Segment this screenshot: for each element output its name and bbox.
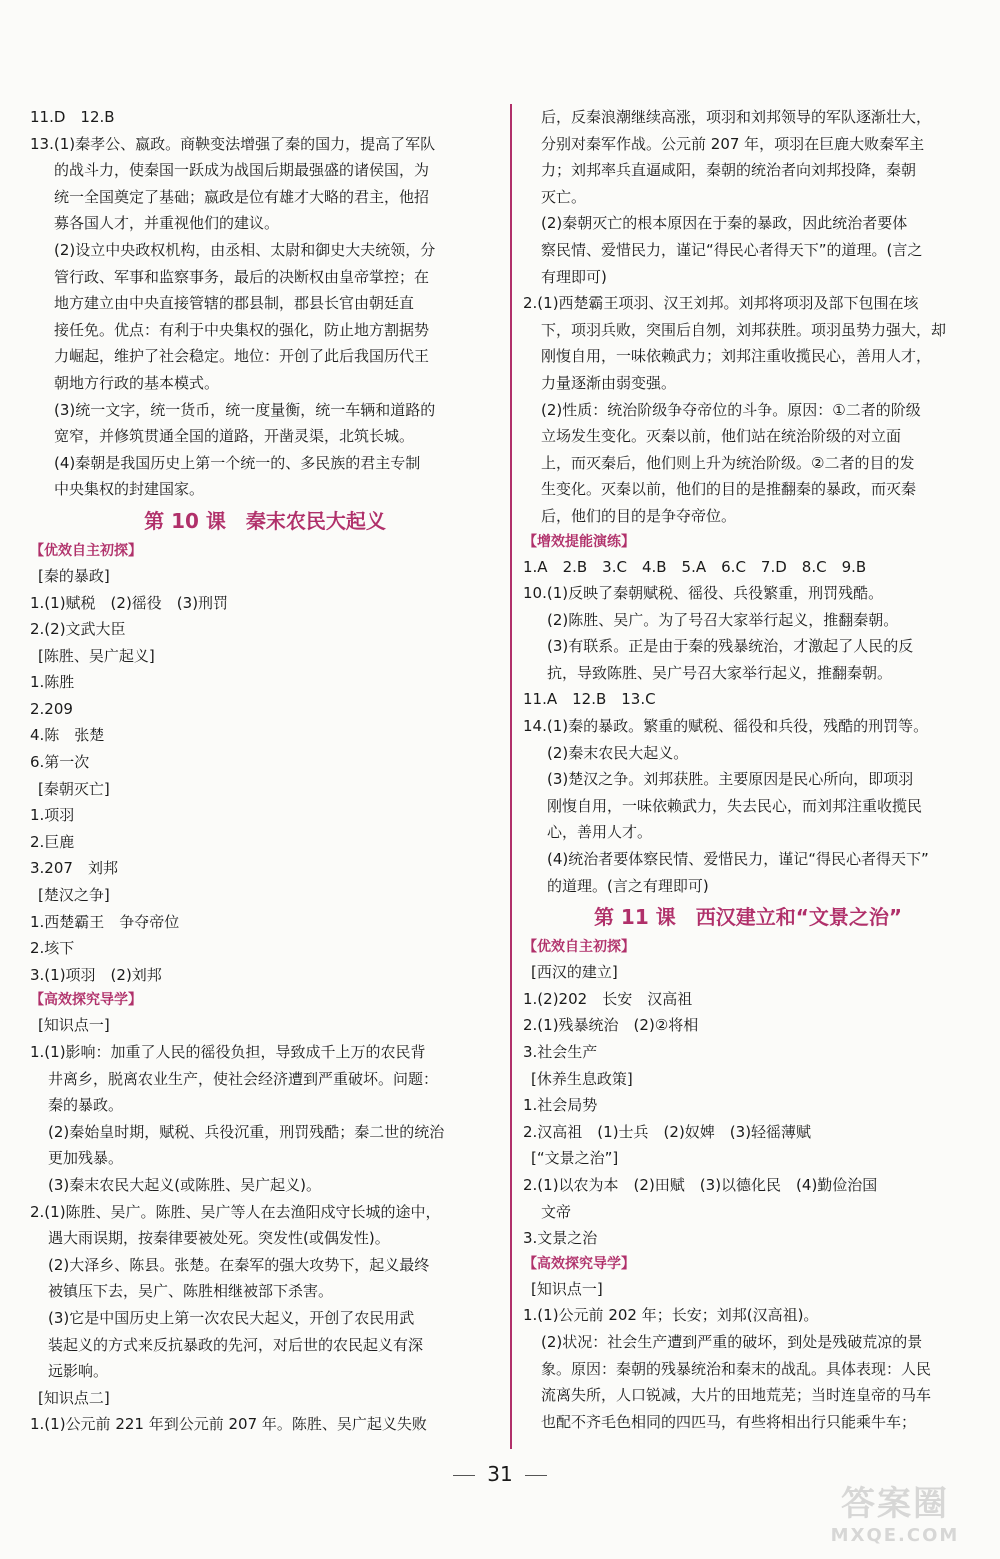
subsection-label: [秦的暴政] [38, 566, 110, 585]
answer-continuation: (3)统一文字，统一货币，统一度量衡，统一车辆和道路的 [54, 400, 436, 419]
answer-continuation: 下，项羽兵败，突围后自刎，刘邦获胜。项羽虽势力强大，却 [541, 320, 947, 339]
answer-continuation: (2)秦朝灭亡的根本原因在于秦的暴政，因此统治者要体 [541, 214, 908, 233]
answer-continuation: (3)它是中国历史上第一次农民大起义，开创了农民用武 [48, 1308, 415, 1327]
answer-line: 10.(1)反映了秦朝赋税、徭役、兵役繁重，刑罚残酷。 [523, 584, 884, 603]
answer-continuation: (2)秦末农民大起义。 [547, 743, 689, 762]
answer-continuation: 力崛起，维护了社会稳定。地位：开创了此后我国历代王 [54, 347, 430, 366]
section-heading: 【优效自主初探】 [523, 939, 635, 956]
answer-line: 1.(1)公元前 202 年；长安；刘邦(汉高祖)。 [523, 1306, 819, 1325]
answer-continuation: (2)性质：统治阶级争夺帝位的斗争。原因：①二者的阶级 [541, 400, 921, 419]
answer-continuation: 生变化。灭秦以前，他们的目的是推翻秦的暴政，而灭秦 [541, 480, 917, 499]
answer-continuation: 刚愎自用，一味依赖武力；刘邦注重收揽民心，善用人才， [541, 347, 932, 366]
answer-continuation: (2)陈胜、吴广。为了号召大家举行起义，推翻秦朝。 [547, 610, 899, 629]
answer-line: 2.(1)残暴统治 (2)②将相 [523, 1016, 699, 1035]
answer-continuation: 接任免。优点：有利于中央集权的强化，防止地方割据势 [54, 320, 430, 339]
answer-line: 13.(1)秦孝公、嬴政。商鞅变法增强了秦的国力，提高了军队 [30, 134, 436, 153]
answer-continuation: 后，他们的目的是争夺帝位。 [541, 506, 737, 525]
answer-continuation: (2)秦始皇时期，赋税、兵役沉重，刑罚残酷；秦二世的统治 [48, 1122, 445, 1141]
answer-line: 14.(1)秦的暴政。繁重的赋税、徭役和兵役，残酷的刑罚等。 [523, 717, 929, 736]
answer-line: 4.陈 张楚 [30, 726, 105, 745]
section-heading: 【高效探究导学】 [30, 992, 142, 1009]
page-number: 31 [487, 1462, 513, 1486]
answer-continuation: 察民情、爱惜民力，谨记“得民心者得天下”的道理。(言之 [541, 240, 923, 259]
subsection-label: [知识点一] [531, 1279, 603, 1298]
answer-continuation: 宽窄，并修筑贯通全国的道路，开凿灵渠，北筑长城。 [54, 427, 415, 446]
answer-line: 3.社会生产 [523, 1043, 598, 1061]
answer-line: 1.项羽 [30, 806, 75, 825]
answer-continuation: 装起义的方式来反抗暴政的先河，对后世的农民起义有深 [48, 1335, 424, 1354]
answer-continuation: 后，反秦浪潮继续高涨，项羽和刘邦领导的军队逐渐壮大， [541, 108, 932, 126]
answer-continuation: 也配不齐毛色相同的四匹马，有些将相出行只能乘牛车； [541, 1412, 917, 1431]
answer-continuation: (3)楚汉之争。刘邦获胜。主要原因是民心所向，即项羽 [547, 770, 914, 789]
answer-line: 2.(1)西楚霸王项羽、汉王刘邦。刘邦将项羽及部下包围在垓 [523, 294, 919, 313]
answer-continuation: 刚愎自用，一味依赖武力，失去民心，而刘邦注重收揽民 [547, 796, 923, 815]
answer-line: 3.文景之治 [523, 1229, 598, 1248]
answer-continuation: 远影响。 [48, 1362, 109, 1381]
answer-continuation: (4)秦朝是我国历史上第一个统一的、多民族的君主专制 [54, 453, 421, 472]
answer-continuation: 被镇压下去，吴广、陈胜相继被部下杀害。 [48, 1282, 334, 1301]
answer-continuation: 募各国人才，并重视他们的建议。 [54, 214, 280, 233]
subsection-label: [楚汉之争] [38, 886, 110, 905]
answer-continuation: 地方建立由中央直接管辖的郡县制，郡县长官由朝廷直 [54, 294, 415, 313]
answer-line: 1.A 2.B 3.C 4.B 5.A 6.C 7.D 8.C 9.B [523, 557, 867, 576]
answer-line: 1.社会局势 [523, 1096, 598, 1115]
answer-continuation: 的道理。(言之有理即可) [547, 876, 709, 895]
answer-continuation: 井离乡，脱离农业生产，使社会经济遭到严重破坏。问题： [48, 1069, 439, 1088]
answer-continuation: (3)有联系。正是由于秦的残暴统治，才激起了人民的反 [547, 637, 914, 656]
watermark-logo [810, 1483, 980, 1553]
answer-continuation: 文帝 [541, 1202, 572, 1221]
answer-continuation: 流离失所，人口锐减，大片的田地荒芜；当时连皇帝的马车 [541, 1386, 932, 1405]
section-heading: 【增效提能演练】 [523, 533, 635, 550]
lesson-title: 第 10 课 秦末农民大起义 [144, 508, 386, 533]
subsection-label: [知识点二] [38, 1388, 110, 1407]
watermark-text: 答案圈 [841, 1484, 949, 1524]
column-divider [510, 104, 512, 1449]
answer-line: 11.D 12.B [30, 108, 115, 126]
footer-dash-left [453, 1475, 475, 1476]
answer-line: 1.西楚霸王 争夺帝位 [30, 912, 180, 931]
answer-continuation: 灭亡。 [541, 187, 587, 206]
footer-dash-right [525, 1475, 547, 1476]
answer-continuation: 力；刘邦率兵直逼咸阳，秦朝的统治者向刘邦投降，秦朝 [541, 161, 917, 180]
answer-continuation: 的战斗力，使秦国一跃成为战国后期最强盛的诸侯国，为 [54, 161, 430, 180]
answer-continuation: (4)统治者要体察民情、爱惜民力，谨记“得民心者得天下” [547, 850, 929, 869]
answer-line: 1.(1)影响：加重了人民的徭役负担，导致成千上万的农民背 [30, 1043, 426, 1061]
subsection-label: [休养生息政策] [531, 1069, 633, 1088]
answer-continuation: (2)状况：社会生产遭到严重的破坏，到处是残破荒凉的景 [541, 1332, 923, 1351]
answer-line: 2.汉高祖 (1)士兵 (2)奴婢 (3)轻徭薄赋 [523, 1122, 812, 1141]
answer-continuation: 中央集权的封建国家。 [54, 480, 205, 499]
answer-line: 2.巨鹿 [30, 832, 75, 851]
subsection-label: [“文景之治”] [531, 1149, 619, 1168]
answer-continuation: 分别对秦军作战。公元前 207 年，项羽在巨鹿大败秦军主 [541, 134, 925, 153]
answer-line: 11.A 12.B 13.C [523, 690, 656, 709]
answer-line: 2.(1)陈胜、吴广。陈胜、吴广等人在去渔阳戍守长城的途中， [30, 1202, 441, 1221]
answer-continuation: 统一全国奠定了基础；嬴政是位有雄才大略的君主，他招 [54, 187, 430, 206]
answer-continuation: 心，善用人才。 [547, 823, 653, 842]
subsection-label: [知识点一] [38, 1016, 110, 1035]
answer-line: 2.(1)以农为本 (2)田赋 (3)以德化民 (4)勤俭治国 [523, 1175, 878, 1194]
answer-line: 1.(1)公元前 221 年到公元前 207 年。陈胜、吴广起义失败 [30, 1415, 427, 1434]
answer-continuation: 朝地方行政的基本模式。 [54, 373, 220, 392]
answer-line: 1.(1)赋税 (2)徭役 (3)刑罚 [30, 593, 229, 612]
section-heading: 【优效自主初探】 [30, 542, 142, 559]
watermark-url: MXQE.COM [830, 1525, 960, 1546]
answer-continuation: 管行政、军事和监察事务，最后的决断权由皇帝掌控；在 [54, 267, 430, 286]
answer-continuation: 上，而灭秦后，他们则上升为统治阶级。②二者的目的发 [541, 453, 915, 472]
answer-continuation: 更加残暴。 [48, 1149, 124, 1168]
answer-line: 2.(2)文武大臣 [30, 620, 126, 639]
answer-line: 1.陈胜 [30, 673, 75, 692]
section-heading: 【高效探究导学】 [523, 1255, 635, 1272]
answer-line: 3.207 刘邦 [30, 859, 118, 878]
lesson-title: 第 11 课 西汉建立和“文景之治” [593, 905, 903, 930]
answer-line: 1.(2)202 长安 汉高祖 [523, 989, 693, 1008]
answer-line: 3.(1)项羽 (2)刘邦 [30, 965, 162, 984]
answer-continuation: 遇大雨误期，按秦律要被处死。突发性(或偶发性)。 [48, 1229, 390, 1248]
answer-continuation: 有理即可) [541, 267, 607, 286]
answer-continuation: (2)设立中央政权机构，由丞相、太尉和御史大夫统领，分 [54, 240, 436, 259]
subsection-label: [西汉的建立] [531, 963, 618, 982]
answer-continuation: 秦的暴政。 [48, 1096, 124, 1115]
answer-continuation: 抗，导致陈胜、吴广号召大家举行起义，推翻秦朝。 [547, 663, 893, 682]
answer-line: 2.209 [30, 699, 73, 718]
answer-line: 2.垓下 [30, 939, 75, 958]
answer-continuation: (2)大泽乡、陈县。张楚。在秦军的强大攻势下，起义最终 [48, 1255, 430, 1274]
answer-line: 6.第一次 [30, 753, 90, 772]
left-column [30, 104, 500, 1438]
subsection-label: [陈胜、吴广起义] [38, 646, 155, 665]
right-column [523, 104, 973, 1435]
answer-continuation: 象。原因：秦朝的残暴统治和秦末的战乱。具体表现：人民 [541, 1359, 932, 1378]
answer-continuation: 立场发生变化。灭秦以前，他们站在统治阶级的对立面 [541, 427, 902, 446]
answer-continuation: (3)秦末农民大起义(或陈胜、吴广起义)。 [48, 1175, 321, 1194]
subsection-label: [秦朝灭亡] [38, 779, 110, 798]
answer-continuation: 力量逐渐由弱变强。 [541, 373, 677, 392]
